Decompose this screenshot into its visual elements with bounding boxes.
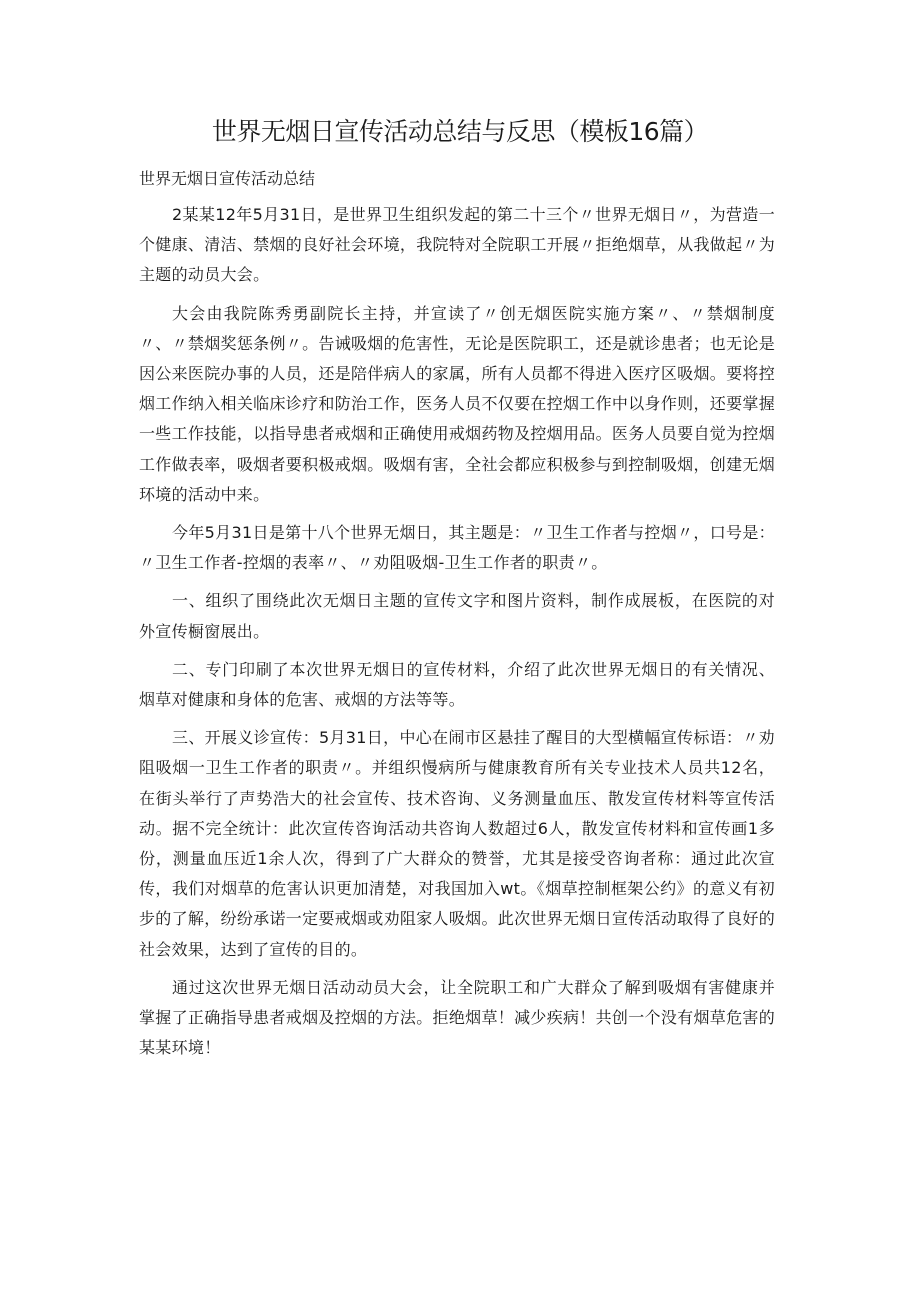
paragraph-meeting: 大会由我院陈秀勇副院长主持，并宣读了〃创无烟医院实施方案〃、〃禁烟制度〃、〃禁烟奖惩条例〃。告诫吸烟的危害性，无论是医院职工，还是就诊患者；也无论是因公来医院办事的人员，还是陪伴病人的家属，所有人员都不得进入医疗区吸烟。要将控烟工作纳入相关临床诊疗和防治工作，医务人员不仅要在控烟工作中以身作则，还要掌握一些工作技能，以指导患者戒烟和正确使用戒烟药物及控烟用品。医务人员要自觉为控烟工作做表率，吸烟者要积极戒烟。吸烟有害，全社会都应积极参与到控制吸烟，创建无烟环境的活动中来。 (139, 303, 775, 504)
paragraph-item-one: 一、组织了围绕此次无烟日主题的宣传文字和图片资料，制作成展板，在医院的对外宣传橱窗展出。 (139, 591, 775, 641)
document-subtitle: 世界无烟日宣传活动总结 (139, 169, 316, 188)
document-body (139, 200, 775, 1071)
paragraph-intro: 2某某12年5月31日，是世界卫生组织发起的第二十三个〃世界无烟日〃，为营造一个健康、清洁、禁烟的良好社会环境，我院特对全院职工开展〃拒绝烟草，从我做起〃为主题的动员大会。 (139, 205, 775, 285)
paragraph-item-three: 三、开展义诊宣传：5月31日，中心在闹市区悬挂了醒目的大型横幅宣传标语：〃劝阻吸烟一卫生工作者的职责〃。并组织慢病所与健康教育所有关专业技术人员共12名，在街头举行了声势浩大的社会宣传、技术咨询、义务测量血压、散发宣传材料等宣传活动。据不完全统计：此次宣传咨询活动共咨询人数超过6人，散发宣传材料和宣传画1多份，测量血压近1余人次，得到了广大群众的赞誉，尤其是接受咨询者称：通过此次宣传，我们对烟草的危害认识更加清楚，对我国加入wt。《烟草控制框架公约》的意义有初步的了解，纷纷承诺一定要戒烟或劝阻家人吸烟。此次世界无烟日宣传活动取得了良好的社会效果，达到了宣传的目的。 (139, 728, 775, 959)
document-title: 世界无烟日宣传活动总结与反思（模板16篇） (211, 117, 709, 146)
paragraph-conclusion: 通过这次世界无烟日活动动员大会，让全院职工和广大群众了解到吸烟有害健康并掌握了正确指导患者戒烟及控烟的方法。拒绝烟草！减少疾病！共创一个没有烟草危害的某某环境！ (139, 977, 775, 1058)
paragraph-theme: 今年5月31日是第十八个世界无烟日，其主题是：〃卫生工作者与控烟〃，口号是：〃卫生工作者-控烟的表率〃、〃劝阻吸烟-卫生工作者的职责〃。 (139, 523, 775, 573)
paragraph-item-two: 二、专门印刷了本次世界无烟日的宣传材料，介绍了此次世界无烟日的有关情况、烟草对健康和身体的危害、戒烟的方法等等。 (139, 659, 775, 710)
